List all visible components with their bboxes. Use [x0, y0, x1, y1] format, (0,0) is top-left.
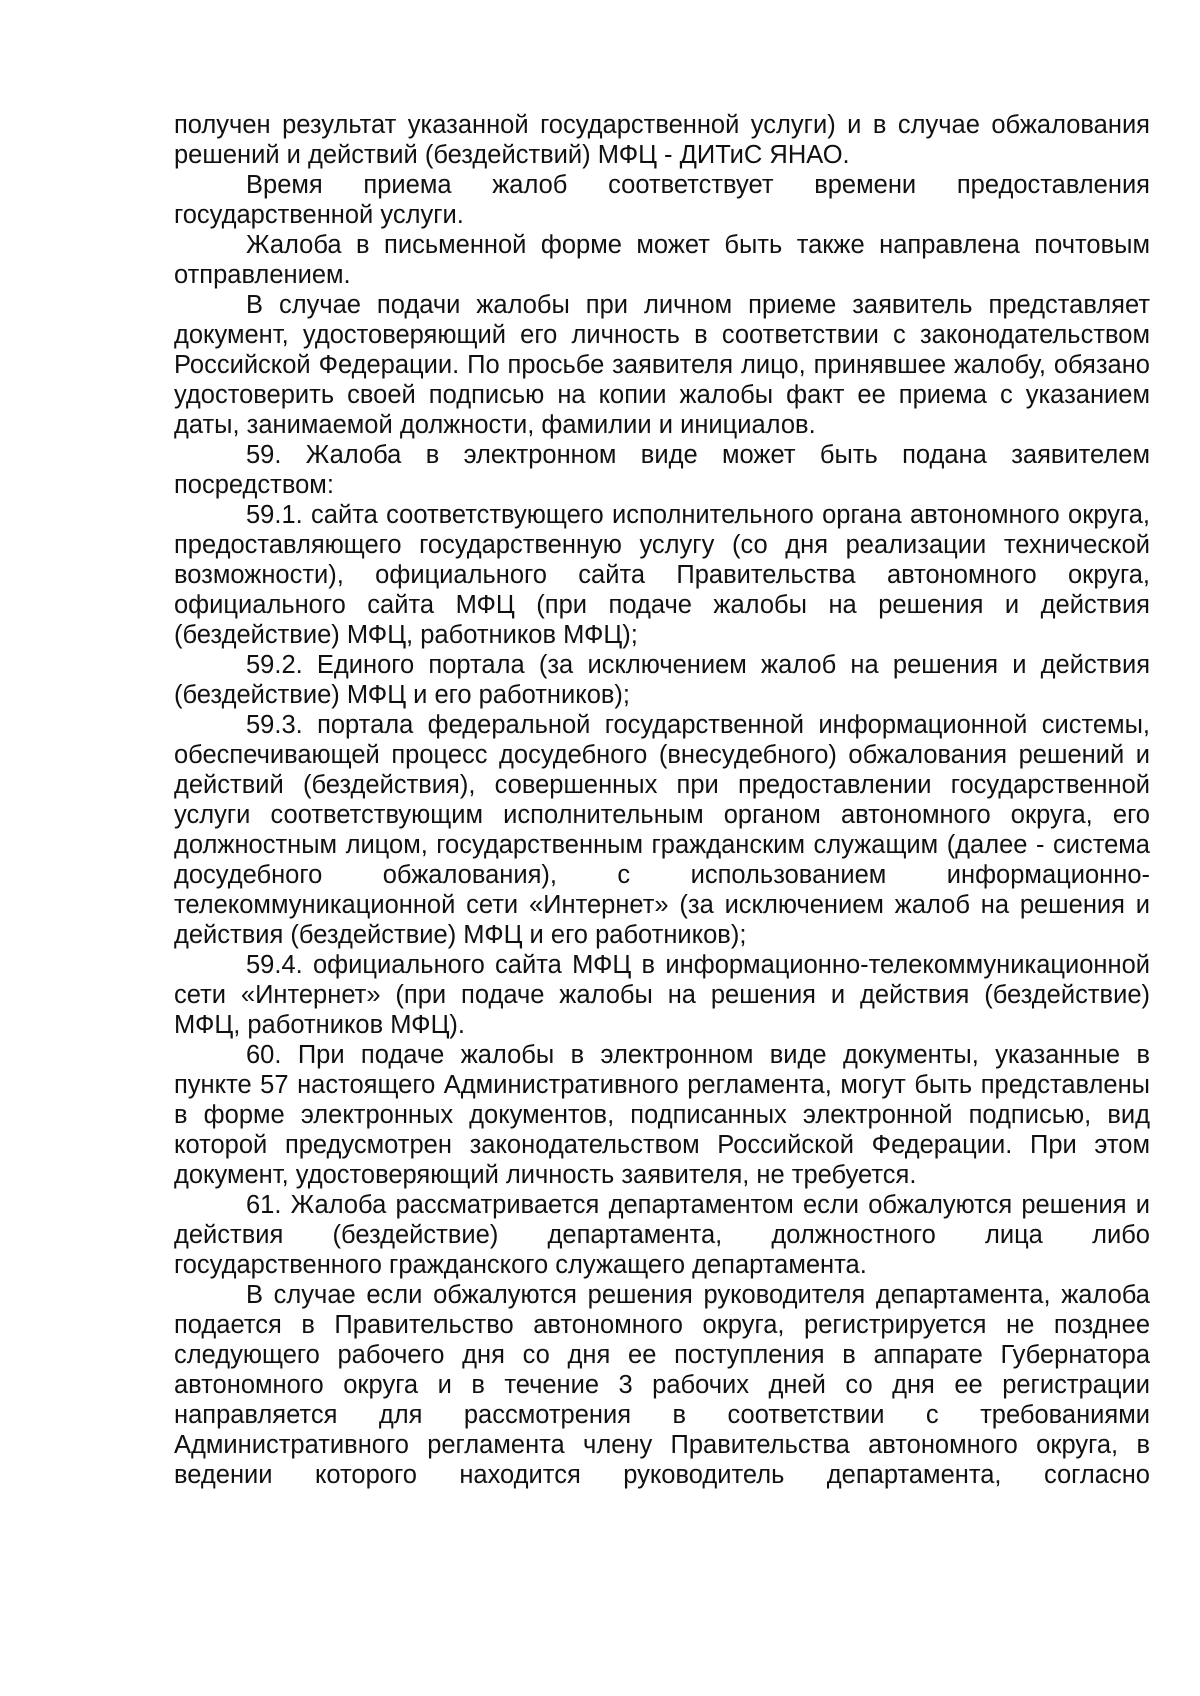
paragraph-continuation: получен результат указанной государственной услуги) и в случае обжалования решений и действий (бездействий) МФЦ - ДИТиС ЯНАО.	[174, 111, 1150, 169]
paragraph-60: 60. При подаче жалобы в электронном виде документы, указанные в пункте 57 настоящего Административного регламента, могут быть представлены в форме электронных документов, подписанных электронной подписью, вид которой предусмотрен законодательством Российской Федерации. При этом документ, удостоверяющий личность заявителя, не требуется.	[174, 1041, 1150, 1189]
paragraph-59-3: 59.3. портала федеральной государственной информационной системы, обеспечивающей процесс досудебного (внесудебного) обжалования решений и действий (бездействия), совершенных при предоставлении государственной услуги соответствующим исполнительным органом автономного округа, его должностным лицом, государственным гражданским служащим (далее - система досудебного обжалования), с использованием информационно-телекоммуникационной сети «Интернет» (за исключением жалоб на решения и действия (бездействие) МФЦ и его работников);	[174, 711, 1150, 949]
document-body	[174, 110, 1150, 1490]
paragraph-61: 61. Жалоба рассматривается департаментом если обжалуются решения и действия (бездействие) департамента, должностного лица либо государственного гражданского служащего департамента.	[174, 1191, 1150, 1279]
paragraph-59-4: 59.4. официального сайта МФЦ в информационно-телекоммуникационной сети «Интернет» (при подаче жалобы на решения и действия (бездействие) МФЦ, работников МФЦ).	[174, 951, 1150, 1039]
paragraph-59-1: 59.1. сайта соответствующего исполнительного органа автономного округа, предоставляющего государственную услугу (со дня реализации технической возможности), официального сайта Правительства автономного округа, официального сайта МФЦ (при подаче жалобы на решения и действия (бездействие) МФЦ, работников МФЦ);	[174, 501, 1150, 649]
paragraph-complaint-hours: Время приема жалоб соответствует времени предоставления государственной услуги.	[174, 171, 1150, 229]
paragraph-personal-reception: В случае подачи жалобы при личном приеме заявитель представляет документ, удостоверяющий его личность в соответствии с законодательством Российской Федерации. По просьбе заявителя лицо, принявшее жалобу, обязано удостоверить своей подписью на копии жалобы факт ее приема с указанием даты, занимаемой должности, фамилии и инициалов.	[174, 291, 1150, 439]
paragraph-59-2: 59.2. Единого портала (за исключением жалоб на решения и действия (бездействие) МФЦ и его работников);	[174, 651, 1150, 709]
paragraph-59: 59. Жалоба в электронном виде может быть подана заявителем посредством:	[174, 441, 1150, 499]
paragraph-head-complaint: В случае если обжалуются решения руководителя департамента, жалоба подается в Правительство автономного округа, регистрируется не позднее следующего рабочего дня со дня ее поступления в аппарате Губернатора автономного округа и в течение 3 рабочих дней со дня ее регистрации направляется для рассмотрения в соответствии с требованиями Административного регламента члену Правительства автономного округа, в ведении которого находится руководитель департамента, согласно	[174, 1281, 1150, 1489]
paragraph-written-complaint: Жалоба в письменной форме может быть также направлена почтовым отправлением.	[174, 231, 1150, 289]
